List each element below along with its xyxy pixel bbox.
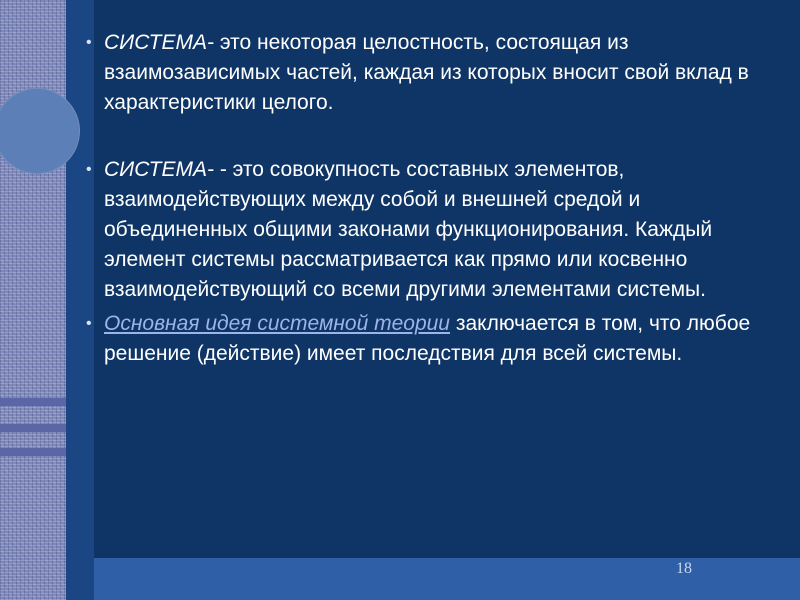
bullet-icon: • <box>86 315 92 332</box>
bullet-item <box>86 28 786 118</box>
definition-text: это некоторая целостность, состоящая из взаимозависимых частей, каждая из которых вносит свой вклад в характеристики целого. <box>104 31 749 114</box>
strip-band <box>0 424 66 432</box>
bullet-list <box>86 28 786 369</box>
term-label: СИСТЕМА- <box>104 158 214 181</box>
bullet-icon: • <box>86 161 92 178</box>
slide-number: 18 <box>676 560 692 577</box>
main-idea-link[interactable]: Основная идея системной теории <box>104 312 450 335</box>
strip-band <box>0 398 66 406</box>
strip-band <box>0 448 66 456</box>
bullet-icon: • <box>86 34 92 51</box>
definition-text: - это совокупность составных элементов, взаимодействующих между собой и внешней средой и объединенных общими законами функционирования. Каждый элемент системы рассматривается как прямо или косвенно взаимодействующий со всеми другими элементами системы. <box>104 158 713 301</box>
definition-text: заключается в том, что любое решение (действие) имеет последствия для всей системы. <box>104 312 751 365</box>
bullet-item <box>86 309 786 369</box>
bullet-item <box>86 155 786 305</box>
footer-bar <box>94 558 800 600</box>
term-label: СИСТЕМА- <box>104 31 214 54</box>
